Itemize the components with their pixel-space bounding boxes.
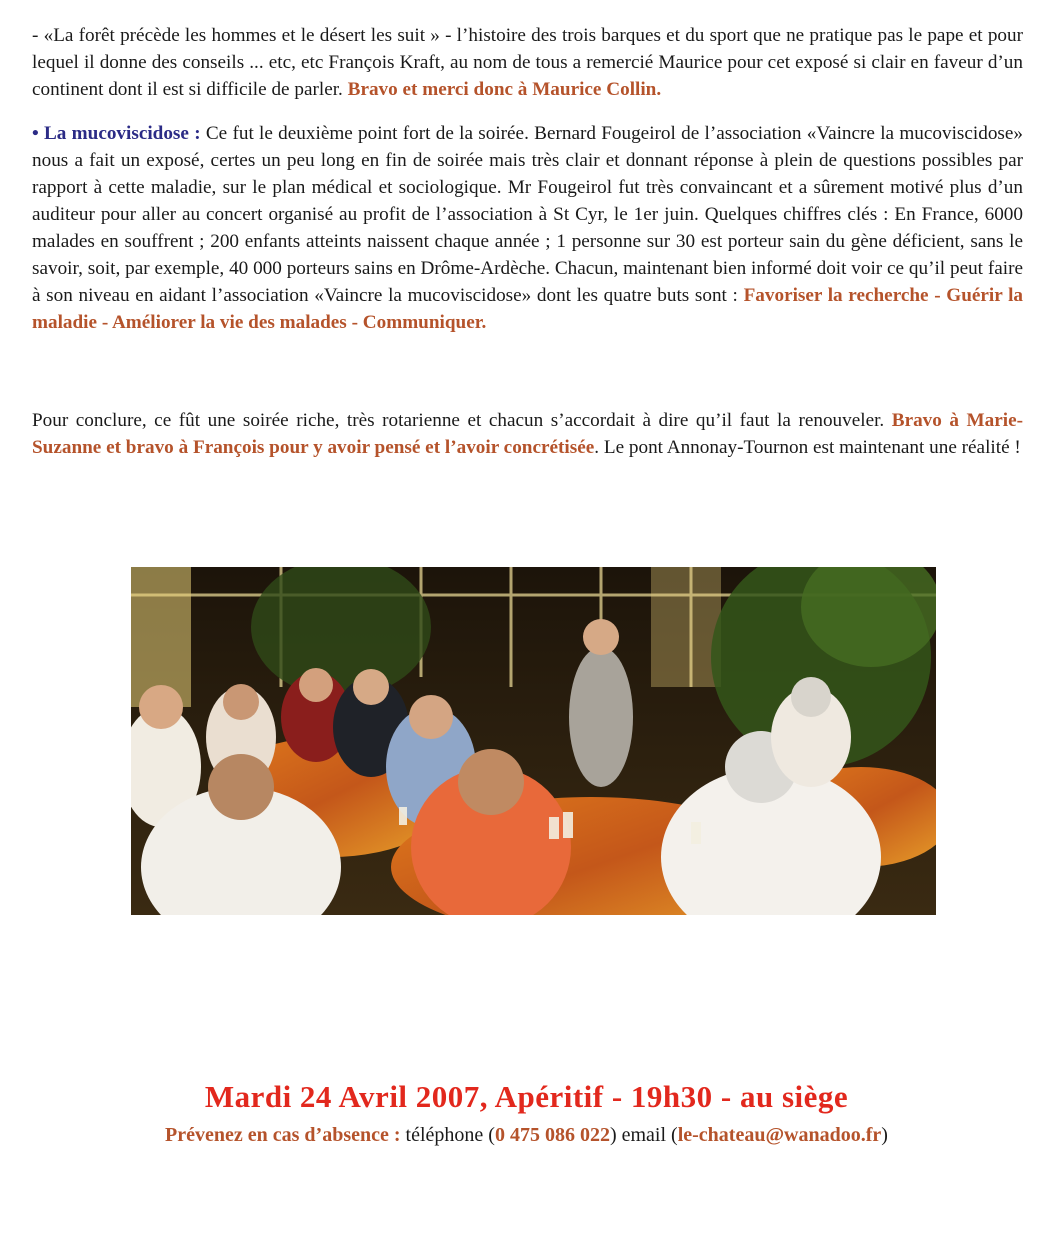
section-heading: • La mucoviscidose : (32, 123, 201, 144)
bravo-highlight: Bravo à Marie-Suzanne et bravo à François pour y avoir pensé et l’avoir concrétisée (32, 410, 1024, 458)
event-photo (131, 567, 936, 915)
phone-label: téléphone ( (405, 1124, 495, 1146)
goals-highlight: Favoriser la recherche - Guérir la maladie - Améliorer la vie des malades - Communiquer. (32, 285, 1024, 333)
paragraph-forest (32, 22, 1023, 103)
phone-number: 0 475 086 022 (494, 1124, 610, 1146)
contact-line (0, 1124, 1053, 1147)
email-link[interactable]: le-chateau@wanadoo.fr (677, 1124, 882, 1146)
article-body (32, 22, 1023, 461)
paragraph-conclusion (32, 407, 1023, 461)
paragraph-text-end: . Le pont Annonay-Tournon est maintenant une réalité ! (594, 437, 1021, 458)
event-announcement: Mardi 24 Avril 2007, Apéritif - 19h30 - au siège (204, 1079, 849, 1114)
email-label: ) email ( (609, 1124, 678, 1146)
paragraph-text: - «La forêt précède les hommes et le désert les suit » - l’histoire des trois barques et du sport que ne pratique pas le pape et pour lequel il donne des conseils ... etc, etc François Kraft, au nom de tous a remercié Maurice pour cet exposé si clair en faveur d’un continent dont il est si difficile de parler. (32, 25, 1023, 100)
absence-label: Prévenez en cas d’absence : (165, 1124, 401, 1146)
close-paren: ) (881, 1124, 888, 1146)
thanks-highlight: Bravo et merci donc à Maurice Collin. (347, 79, 662, 100)
paragraph-mucoviscidose (32, 120, 1023, 336)
paragraph-text: Ce fut le deuxième point fort de la soirée. Bernard Fougeirol de l’association «Vaincre la mucoviscidose» nous a fait un exposé, certes un peu long en fin de soirée mais très clair et donnant réponse à plein de questions possibles par rapport à cette maladie, sur le plan médical et sociologique. Mr Fougeirol fut très convaincant et a sûrement motivé plus d’un auditeur pour aller au concert organisé au profit de l’association à St Cyr, le 1er juin. Quelques chiffres clés : En France, 6000 malades en souffrent ; 200 enfants atteints naissent chaque année ; 1 personne sur 30 est porteur sain du gène déficient, sans le savoir, soit, par exemple, 40 000 porteurs sains en Drôme-Ardèche. Chacun, maintenant bien informé doit voir ce qu’il peut faire à son niveau en aidant l’association «Vaincre la mucoviscidose» dont les quatre buts sont : (32, 123, 1023, 306)
paragraph-text: Pour conclure, ce fût une soirée riche, très rotarienne et chacun s’accordait à dire qu’il faut la renouveler. (32, 410, 885, 431)
